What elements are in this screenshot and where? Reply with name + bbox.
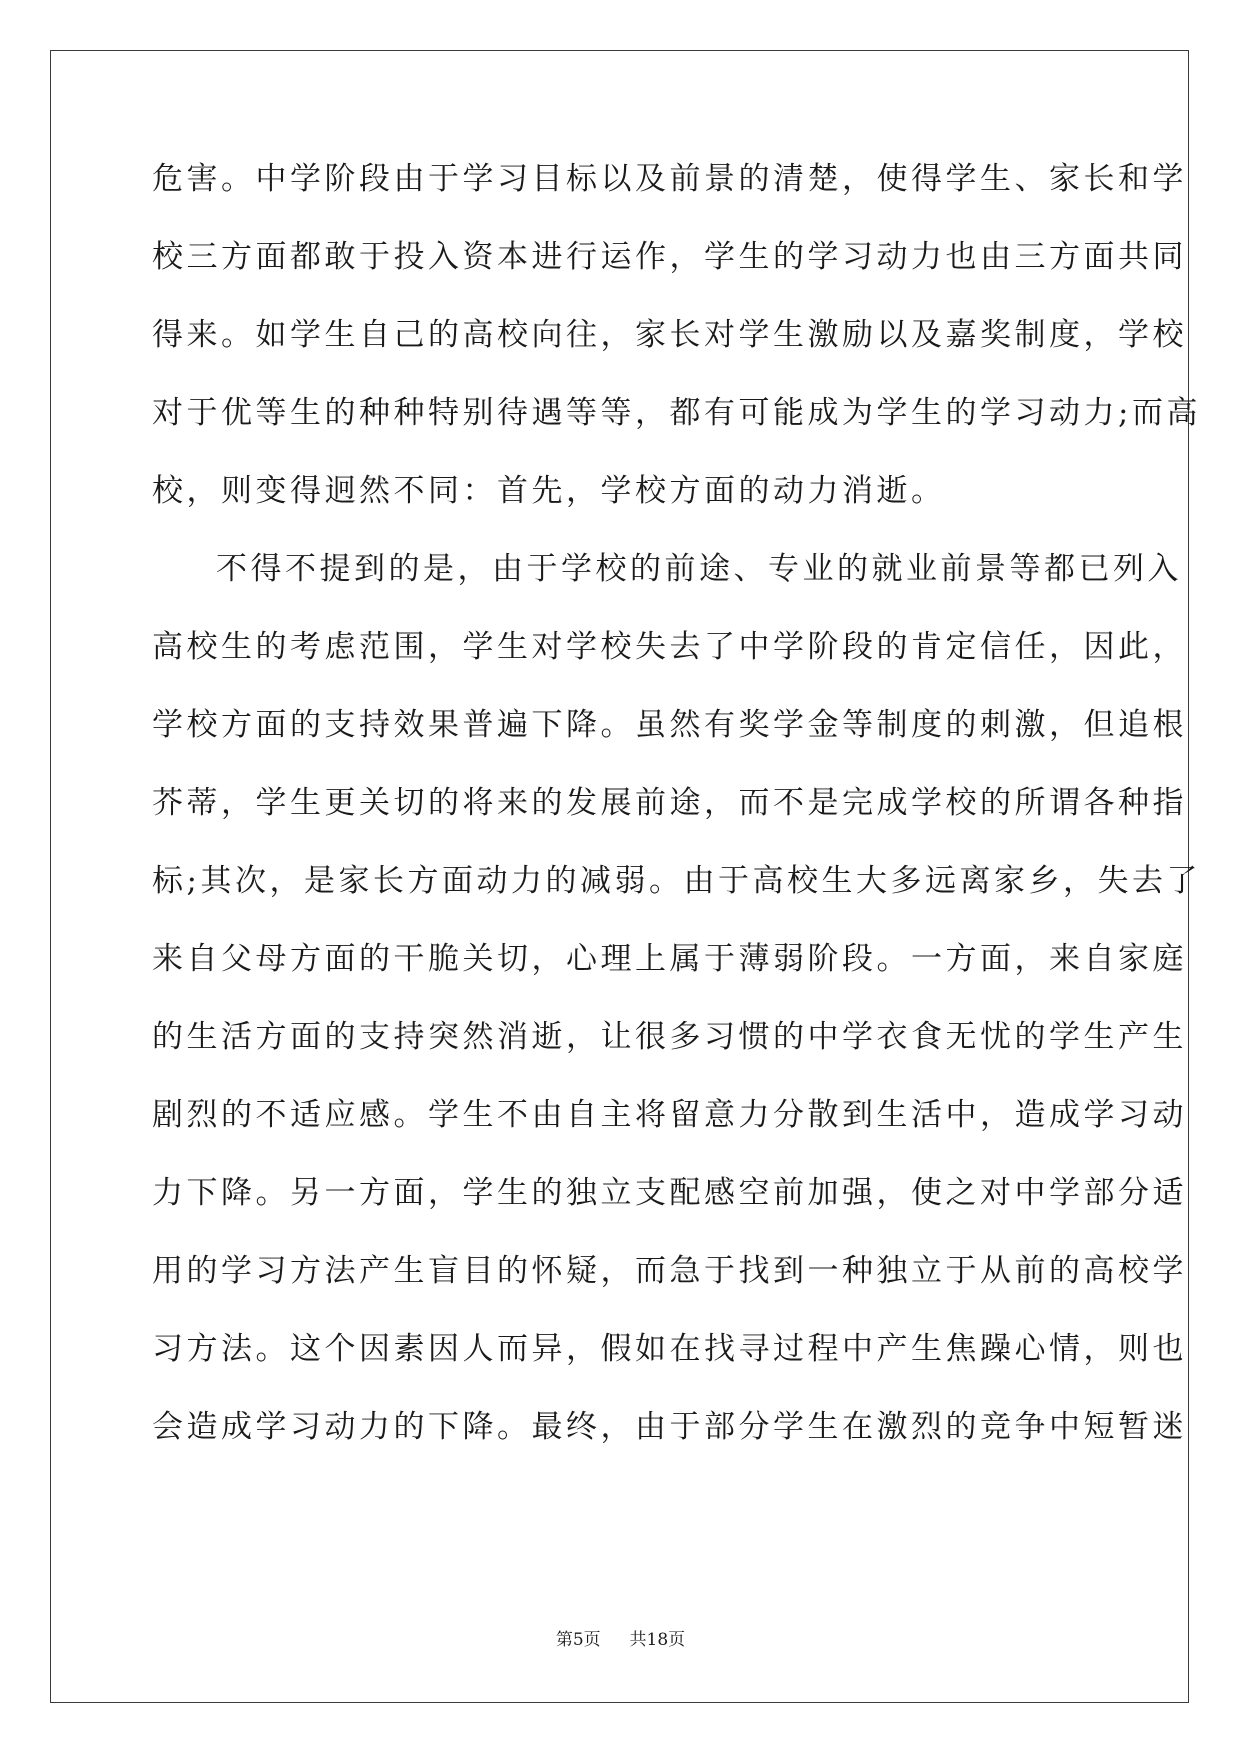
text-line: 校三方面都敢于投入资本进行运作，学生的学习动力也由三方面共同 xyxy=(152,239,1187,275)
text-line: 用的学习方法产生盲目的怀疑，而急于找到一种独立于从前的高校学 xyxy=(152,1253,1187,1289)
text-line: 来自父母方面的干脆关切，心理上属于薄弱阶段。一方面，来自家庭 xyxy=(152,941,1187,977)
text-line: 对于优等生的种种特别待遇等等，都有可能成为学生的学习动力;而高 xyxy=(152,395,1201,431)
text-line: 的生活方面的支持突然消逝，让很多习惯的中学衣食无忧的学生产生 xyxy=(152,1019,1187,1055)
text-line: 校，则变得迥然不同：首先，学校方面的动力消逝。 xyxy=(152,473,946,509)
text-line: 危害。中学阶段由于学习目标以及前景的清楚，使得学生、家长和学 xyxy=(152,161,1187,197)
page-number: 第5页 xyxy=(555,1630,601,1650)
text-line: 标;其次，是家长方面动力的减弱。由于高校生大多远离家乡，失去了 xyxy=(152,863,1201,899)
text-line: 得来。如学生自己的高校向往，家长对学生激励以及嘉奖制度，学校 xyxy=(152,317,1187,353)
document-body xyxy=(152,160,1201,1486)
text-line: 高校生的考虑范围，学生对学校失去了中学阶段的肯定信任，因此， xyxy=(152,629,1187,665)
text-line: 学校方面的支持效果普遍下降。虽然有奖学金等制度的刺激，但追根 xyxy=(152,707,1187,743)
text-line: 不得不提到的是，由于学校的前途、专业的就业前景等都已列入 xyxy=(216,551,1182,587)
paragraph-1 xyxy=(152,160,1201,550)
text-line: 习方法。这个因素因人而异，假如在找寻过程中产生焦躁心情，则也 xyxy=(152,1331,1187,1367)
text-line: 力下降。另一方面，学生的独立支配感空前加强，使之对中学部分适 xyxy=(152,1175,1187,1211)
text-line: 芥蒂，学生更关切的将来的发展前途，而不是完成学校的所谓各种指 xyxy=(152,785,1187,821)
text-line: 剧烈的不适应感。学生不由自主将留意力分散到生活中，造成学习动 xyxy=(152,1097,1187,1133)
page-footer xyxy=(0,1629,1241,1651)
text-line: 会造成学习动力的下降。最终，由于部分学生在激烈的竞争中短暂迷 xyxy=(152,1409,1187,1445)
page-total: 共18页 xyxy=(629,1630,686,1650)
paragraph-2 xyxy=(152,550,1201,1486)
